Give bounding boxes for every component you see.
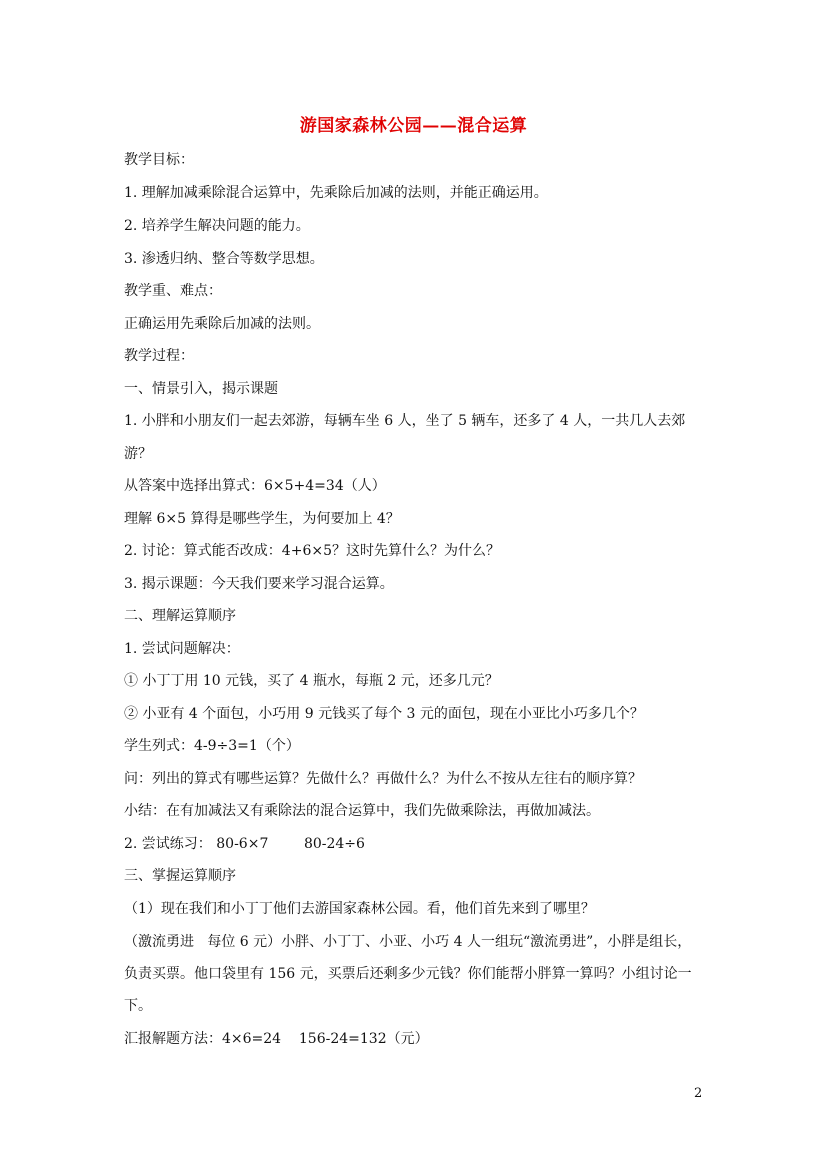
paragraph-line: （激流勇进 每位 6 元）小胖、小丁丁、小亚、小巧 4 人一组玩“激流勇进”，小胖是组长， [124,934,692,950]
objectives-heading: 教学目标： [124,152,194,168]
paragraph-line: 1. 小胖和小朋友们一起去郊游，每辆车坐 6 人，坐了 5 辆车，还多了 4 人，一共几人去郊 [124,413,686,429]
key-points-heading: 教学重、难点： [124,283,222,299]
paragraph-line: 从答案中选择出算式：6×5+4=34（人） [124,478,386,494]
section-3-heading: 三、掌握运算顺序 [124,868,236,884]
document-title: 游国家森林公园——混合运算 [299,116,528,136]
paragraph-line: 游？ [124,446,152,462]
paragraph-line: ② 小亚有 4 个面包，小巧用 9 元钱买了每个 3 元的面包，现在小亚比小巧多几个？ [124,706,644,722]
paragraph-line: ① 小丁丁用 10 元钱，买了 4 瓶水，每瓶 2 元，还多几元？ [124,673,499,689]
objective-item-2: 2. 培养学生解决问题的能力。 [124,218,310,234]
paragraph-line: 负责买票。他口袋里有 156 元，买票后还剩多少元钱？你们能帮小胖算一算吗？小组讨论一 [124,966,692,982]
objective-item-1: 1. 理解加减乘除混合运算中，先乘除后加减的法则，并能正确运用。 [124,185,548,201]
section-2-heading: 二、理解运算顺序 [124,608,236,624]
paragraph-line: 学生列式：4-9÷3=1（个） [124,738,300,754]
paragraph-line: （1）现在我们和小丁丁他们去游国家森林公园。看，他们首先来到了哪里？ [124,901,595,917]
paragraph-line: 理解 6×5 算得是哪些学生，为何要加上 4？ [124,511,400,527]
objective-item-3: 3. 渗透归纳、整合等数学思想。 [124,251,324,267]
paragraph-line: 小结：在有加减法又有乘除法的混合运算中，我们先做乘除法，再做加减法。 [124,803,600,819]
section-1-heading: 一、情景引入，揭示课题 [124,381,278,397]
page-number: 2 [694,1086,703,1101]
paragraph-line: 汇报解题方法：4×6=24 156-24=132（元） [124,1031,429,1047]
paragraph-line: 下。 [124,998,152,1014]
paragraph-line: 3. 揭示课题：今天我们要来学习混合运算。 [124,576,394,592]
paragraph-line: 1. 尝试问题解决： [124,641,240,657]
process-heading: 教学过程： [124,348,194,364]
paragraph-line: 2. 尝试练习： 80-6×7 80-24÷6 [124,836,365,852]
paragraph-line: 2. 讨论：算式能否改成：4+6×5？这时先算什么？为什么？ [124,543,500,559]
key-points-text: 正确运用先乘除后加减的法则。 [124,316,320,332]
paragraph-line: 问：列出的算式有哪些运算？先做什么？再做什么？为什么不按从左往右的顺序算？ [124,771,642,787]
